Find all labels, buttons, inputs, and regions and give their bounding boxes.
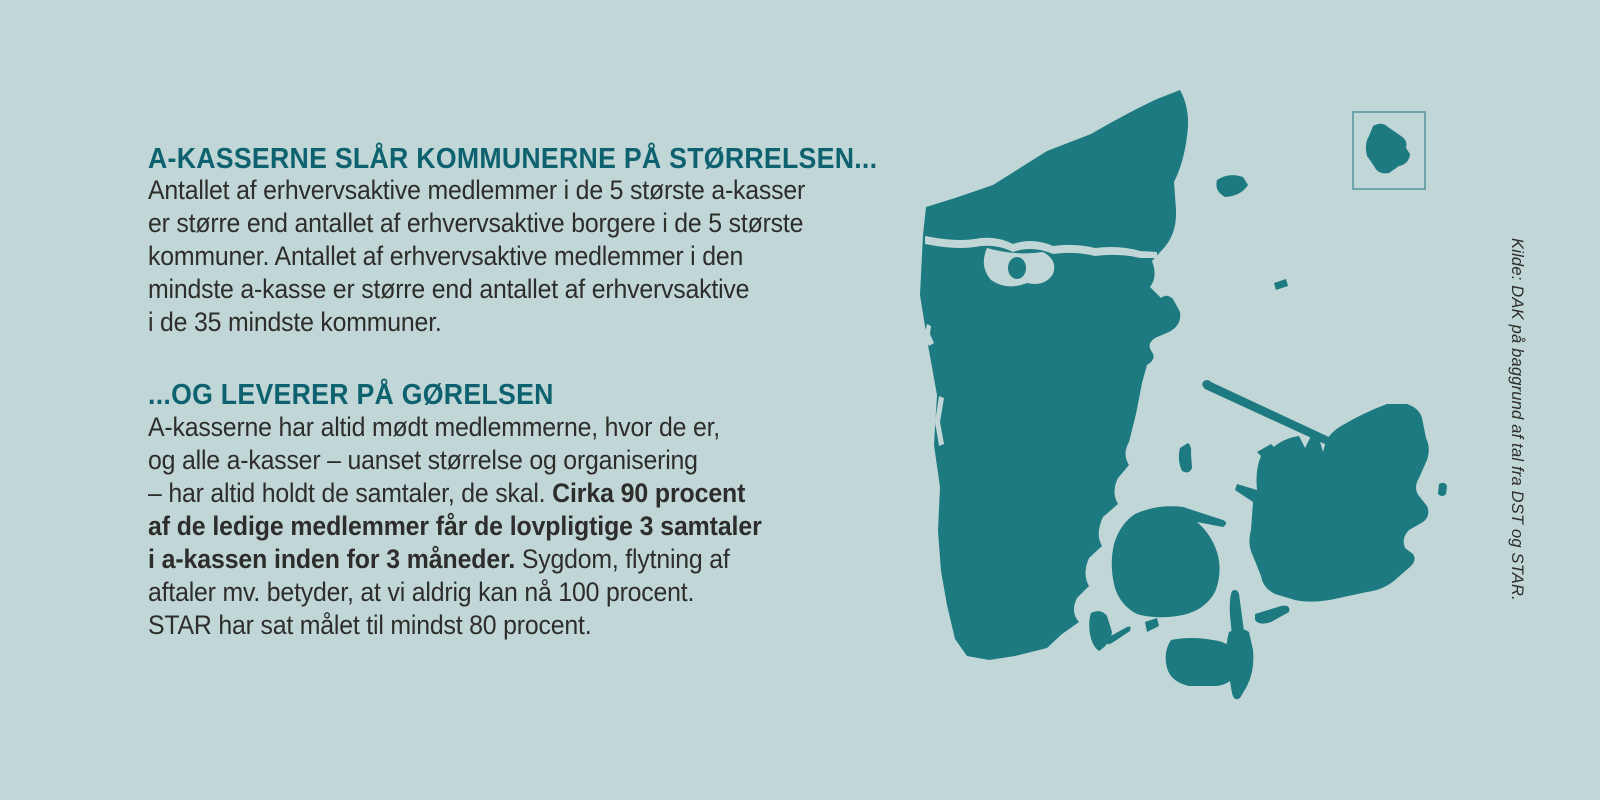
delivery-line-bold: Cirka 90 procent	[552, 478, 746, 508]
delivery-paragraph	[148, 411, 762, 642]
intro-line: kommuner. Antallet af erhvervsaktive medlemmer i den	[148, 241, 744, 271]
samsoe	[1179, 443, 1192, 472]
moen	[1255, 606, 1289, 624]
source-note: Kilde: DAK på baggrund af tal fra DST og STAR.	[1508, 238, 1526, 601]
intro-heading: A-KASSERNE SLÅR KOMMUNERNE PÅ STØRRELSEN...	[148, 143, 878, 175]
laesoe	[1216, 175, 1248, 197]
denmark-map	[895, 86, 1475, 716]
intro-line: mindste a-kasse er større end antallet af erhvervsaktive	[148, 274, 750, 304]
delivery-line-normal: – har altid holdt de samtaler, de skal.	[148, 478, 553, 508]
delivery-line: aftaler mv. betyder, at vi aldrig kan nå 100 procent.	[148, 577, 695, 607]
intro-line: Antallet af erhvervsaktive medlemmer i de 5 største a-kasser	[148, 175, 806, 205]
delivery-line: A-kasserne har altid mødt medlemmerne, hvor de er,	[148, 412, 721, 442]
funen	[1112, 506, 1226, 617]
delivery-line-bold: af de ledige medlemmer får de lovpligtige 3 samtaler	[148, 511, 762, 541]
zealand	[1235, 404, 1429, 602]
denmark-map-svg	[895, 86, 1475, 716]
taasinge	[1145, 618, 1159, 632]
delivery-heading: ...OG LEVERER PÅ GØRELSEN	[148, 379, 554, 411]
delivery-line-bold: i a-kassen inden for 3 måneder.	[148, 544, 516, 574]
intro-line: er større end antallet af erhvervsaktive borgere i de 5 største	[148, 208, 804, 238]
anholt	[1274, 279, 1288, 290]
delivery-line: og alle a-kasser – uanset størrelse og organisering	[148, 445, 698, 475]
delivery-line: STAR har sat målet til mindst 80 procent.	[148, 610, 592, 640]
delivery-line	[148, 477, 762, 510]
als	[1089, 611, 1112, 651]
delivery-line-normal: Sygdom, flytning af	[515, 544, 730, 574]
lolland	[1166, 638, 1235, 686]
mors-island	[1008, 257, 1026, 279]
bornholm	[1366, 124, 1410, 174]
intro-paragraph	[148, 174, 805, 339]
delivery-line	[148, 543, 762, 576]
odden-spit	[1202, 380, 1332, 446]
text-column	[148, 143, 884, 663]
delivery-line	[148, 510, 762, 543]
saltholm-islet	[1438, 483, 1447, 496]
intro-line: i de 35 mindste kommuner.	[148, 307, 442, 337]
